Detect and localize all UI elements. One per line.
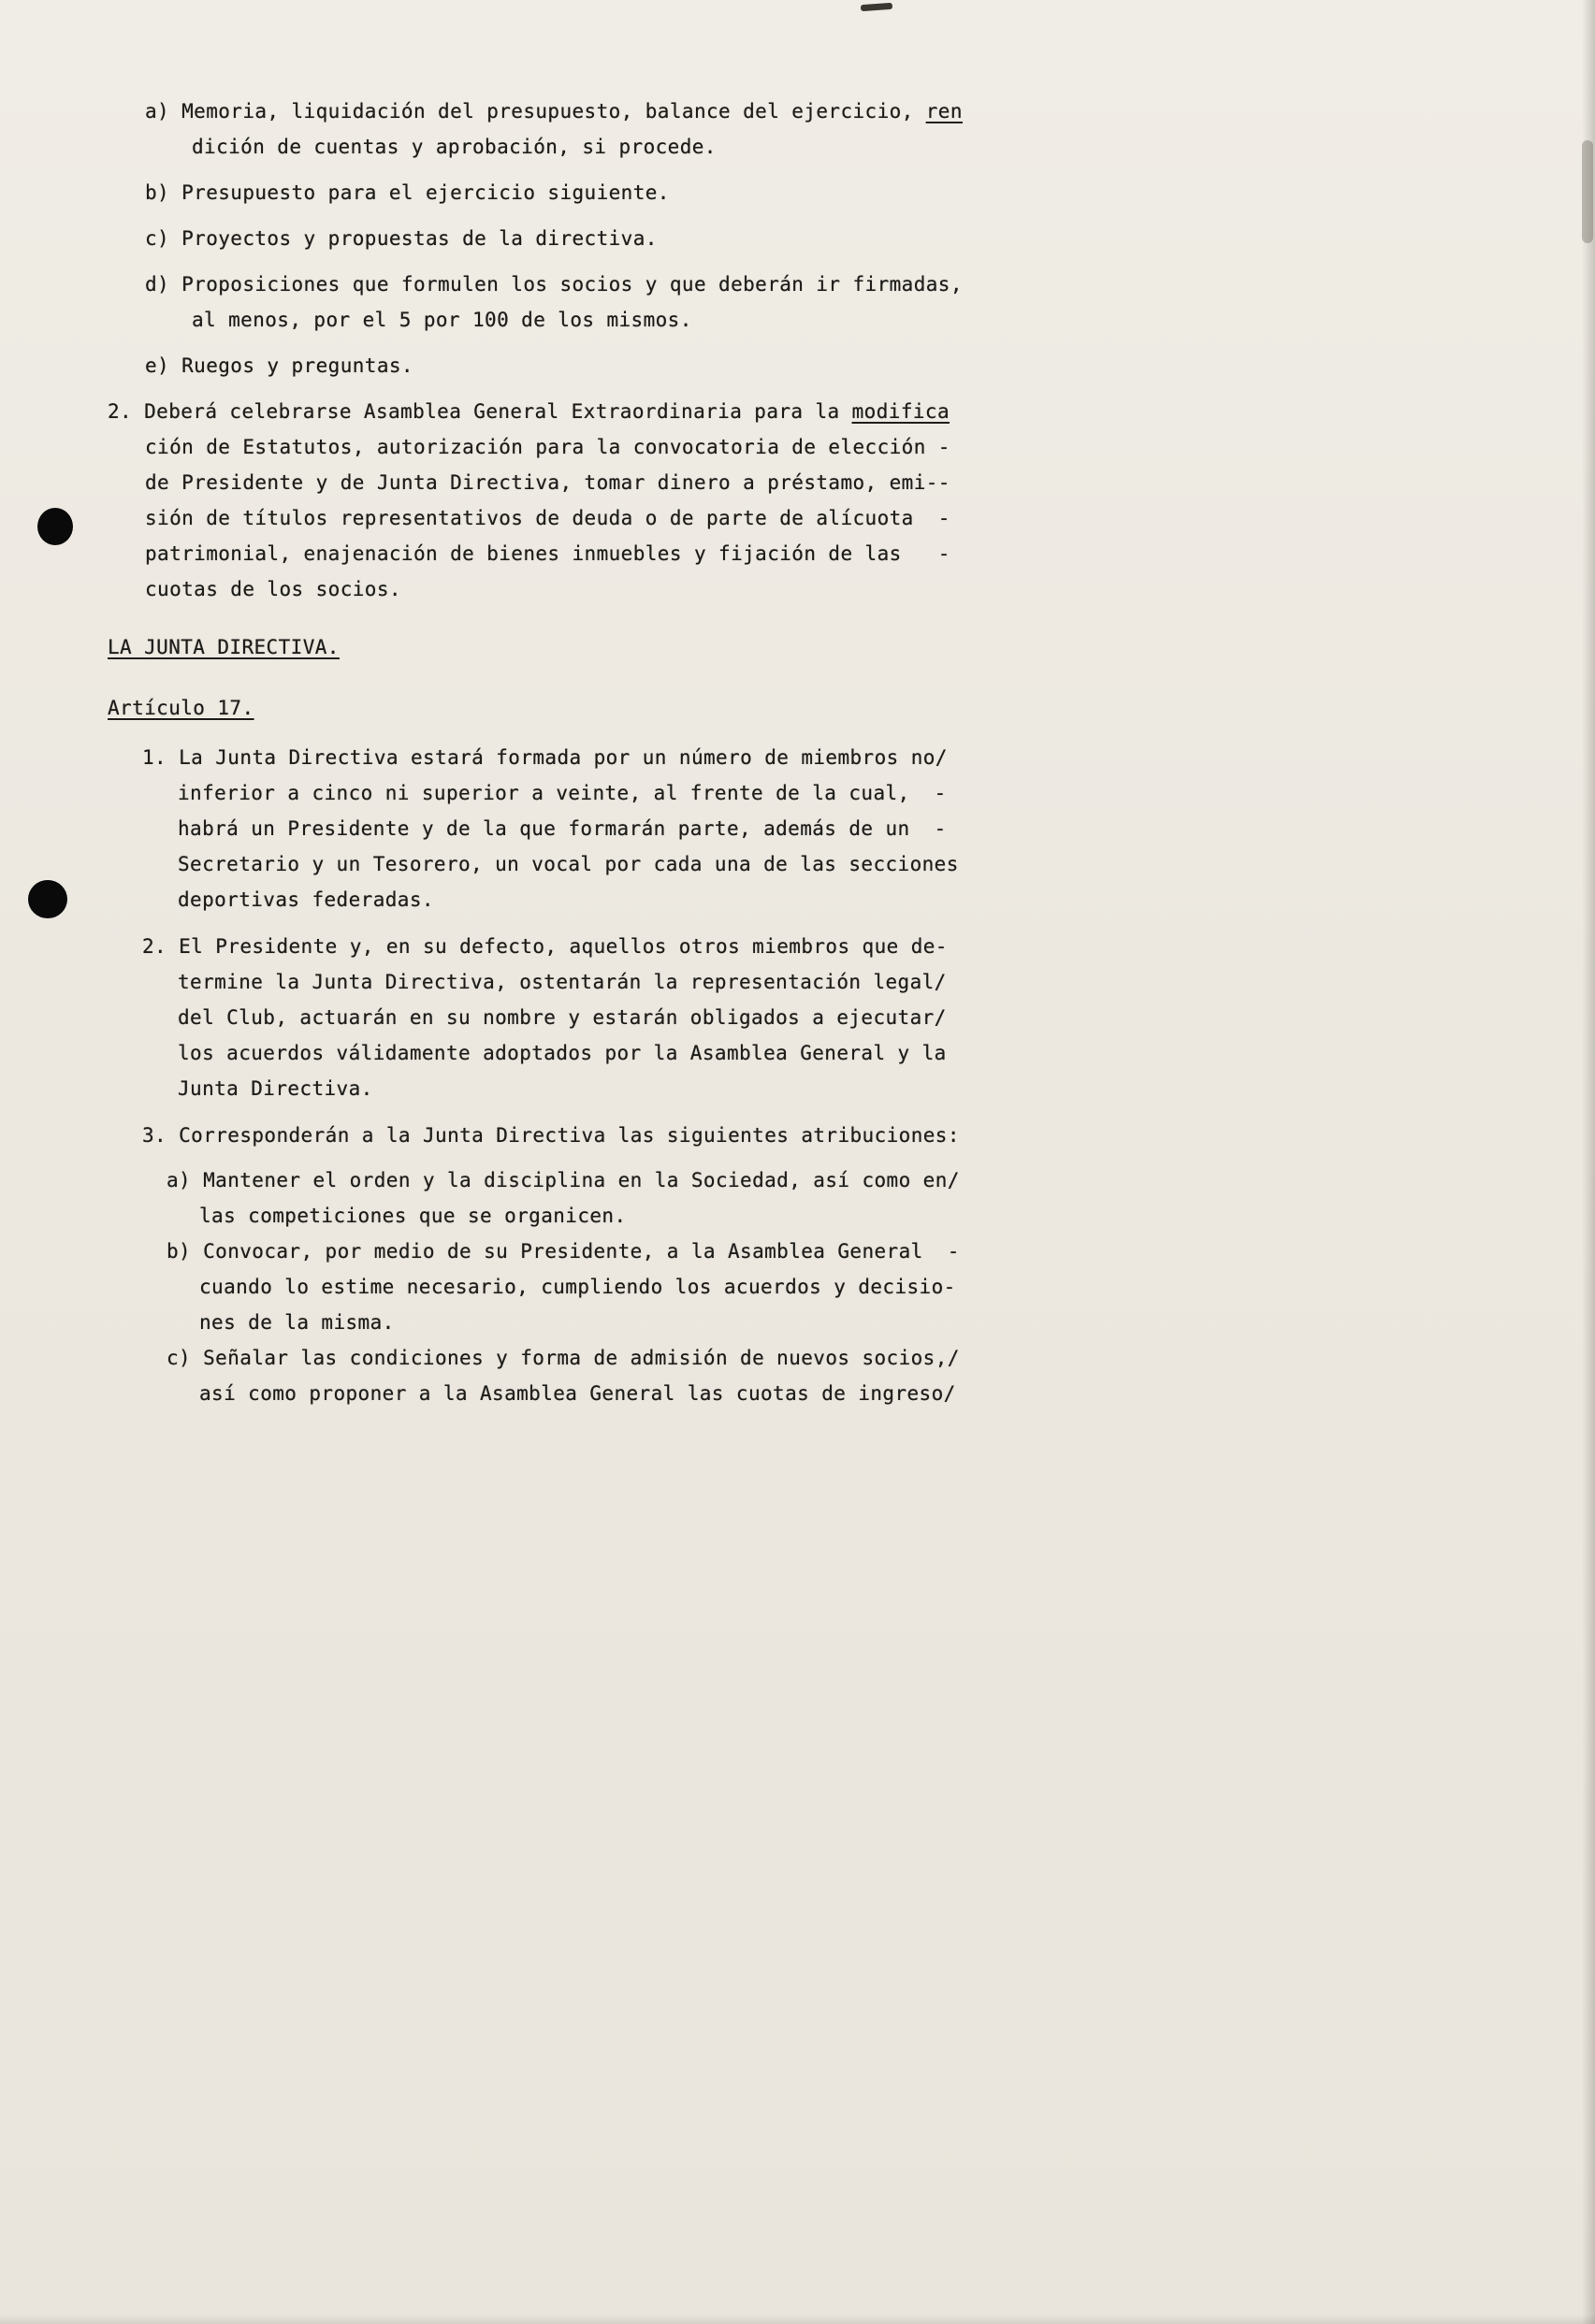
text-line: sión de títulos representativos de deuda o de parte de alícuota - xyxy=(145,507,950,529)
list-item-e xyxy=(0,348,1595,383)
line-text: a) Memoria, liquidación del presupuesto, balance del ejercicio, xyxy=(145,100,926,123)
article-item-3 xyxy=(0,1118,1595,1153)
text-line: los acuerdos válidamente adoptados por la Asamblea General y la xyxy=(178,1042,947,1064)
section-heading-junta-directiva: LA JUNTA DIRECTIVA. xyxy=(108,636,340,658)
text-line: ción de Estatutos, autorización para la convocatoria de elección - xyxy=(145,436,950,458)
hyphenation-underlined: modifica xyxy=(851,400,950,423)
text-line: c) Proyectos y propuestas de la directiva. xyxy=(145,227,658,250)
list-item-b xyxy=(0,175,1595,210)
list-item-2-asamblea-extraordinaria xyxy=(0,394,1595,607)
text-line: al menos, por el 5 por 100 de los mismos. xyxy=(192,309,692,331)
text-line: d) Proposiciones que formulen los socios y que deberán ir firmadas, xyxy=(145,273,963,296)
text-line: b) Convocar, por medio de su Presidente, a la Asamblea General - xyxy=(167,1240,960,1263)
text-line: las competiciones que se organicen. xyxy=(199,1205,627,1227)
text-line xyxy=(108,394,1595,429)
text-line: c) Señalar las condiciones y forma de admisión de nuevos socios,/ xyxy=(167,1347,960,1369)
text-line: a) Mantener el orden y la disciplina en la Sociedad, así como en/ xyxy=(167,1169,960,1191)
text-line: Secretario y un Tesorero, un vocal por cada una de las secciones xyxy=(178,853,959,875)
attribution-item-a xyxy=(0,1162,1595,1234)
line-text: 2. Deberá celebrarse Asamblea General Extraordinaria para la xyxy=(108,400,852,423)
attribution-item-c xyxy=(0,1340,1595,1411)
text-line: 2. El Presidente y, en su defecto, aquellos otros miembros que de- xyxy=(142,935,948,958)
scan-mark-top-dash xyxy=(861,3,892,11)
text-line: inferior a cinco ni superior a veinte, al frente de la cual, - xyxy=(178,782,947,804)
section-heading-articulo-17: Artículo 17. xyxy=(108,697,254,719)
text-line: patrimonial, enajenación de bienes inmuebles y fijación de las - xyxy=(145,542,950,565)
list-item-a xyxy=(0,94,1595,165)
article-item-1 xyxy=(0,740,1595,917)
document-text xyxy=(0,94,1595,1411)
list-item-c xyxy=(0,221,1595,256)
text-line: nes de la misma. xyxy=(199,1311,395,1334)
text-line: 3. Corresponderán a la Junta Directiva las siguientes atribuciones: xyxy=(142,1124,960,1147)
text-line: b) Presupuesto para el ejercicio siguiente. xyxy=(145,181,670,204)
text-line: del Club, actuarán en su nombre y estarán obligados a ejecutar/ xyxy=(178,1006,947,1029)
hyphenation-underlined: ren xyxy=(925,100,963,123)
text-line: cuotas de los socios. xyxy=(145,578,401,600)
text-line: cuando lo estime necesario, cumpliendo los acuerdos y decisio- xyxy=(199,1276,956,1298)
text-line: así como proponer a la Asamblea General las cuotas de ingreso/ xyxy=(199,1382,956,1405)
text-line: habrá un Presidente y de la que formarán parte, además de un - xyxy=(178,817,947,840)
scan-edge-shadow-bottom xyxy=(0,2315,1595,2324)
text-line: deportivas federadas. xyxy=(178,888,434,911)
text-line: de Presidente y de Junta Directiva, tomar dinero a préstamo, emi-- xyxy=(145,471,950,494)
text-line: termine la Junta Directiva, ostentarán la representación legal/ xyxy=(178,971,947,993)
text-line: 1. La Junta Directiva estará formada por un número de miembros no/ xyxy=(142,746,948,769)
list-item-d xyxy=(0,267,1595,338)
article-item-2 xyxy=(0,929,1595,1106)
text-line: Junta Directiva. xyxy=(178,1077,373,1100)
text-line: e) Ruegos y preguntas. xyxy=(145,354,413,377)
attribution-item-b xyxy=(0,1234,1595,1340)
text-line: dición de cuentas y aprobación, si procede. xyxy=(192,136,717,158)
text-line xyxy=(145,94,1595,129)
